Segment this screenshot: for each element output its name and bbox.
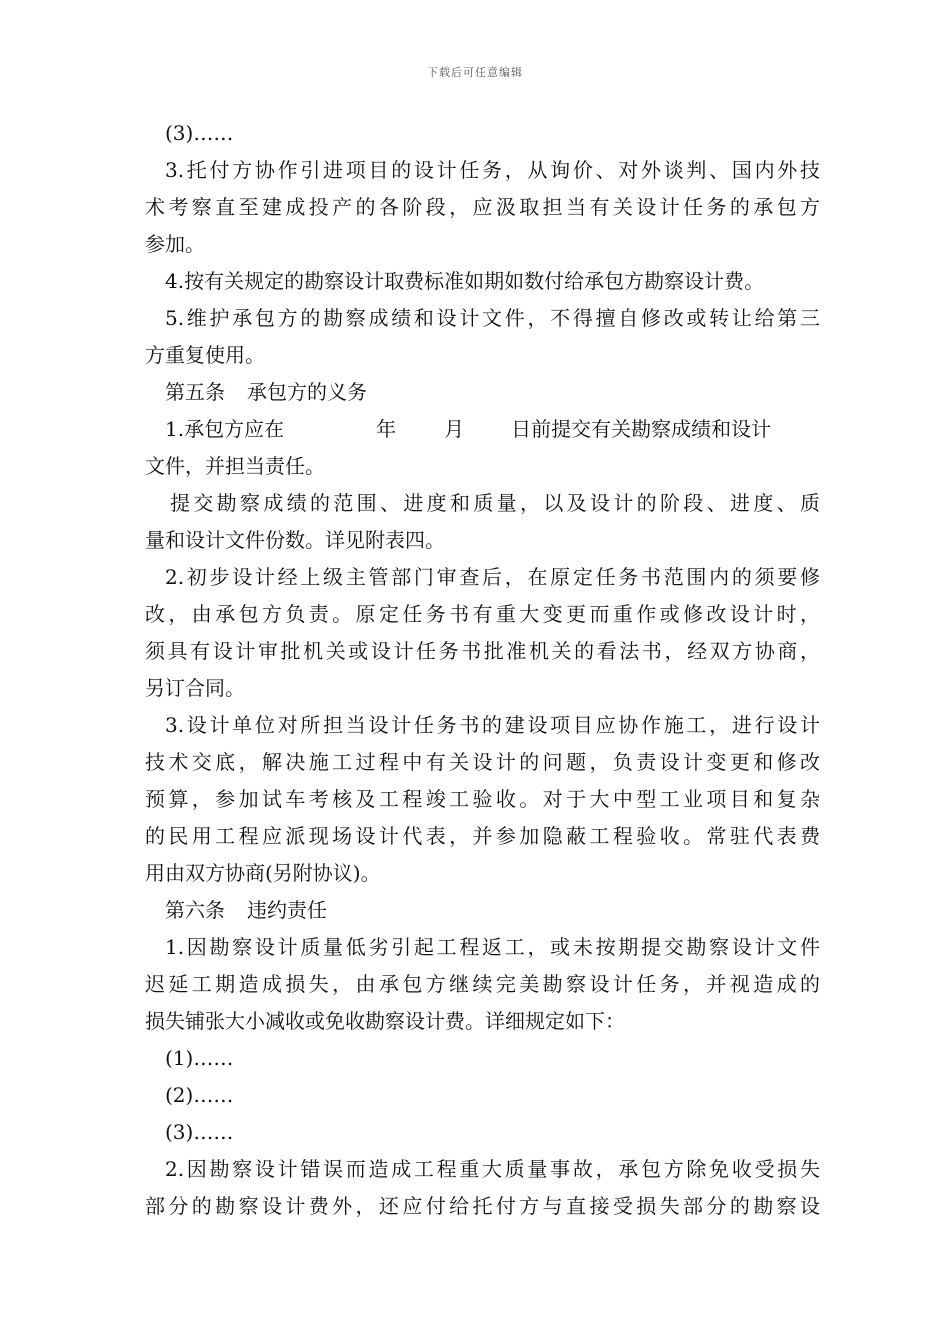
month-label: 月 — [444, 417, 465, 441]
paragraph-line: 预算，参加试车考核及工程竣工验收。对于大中型工业项目和复杂 — [145, 787, 820, 811]
article-title: 违约责任 — [247, 898, 327, 922]
article-heading-5 — [145, 374, 820, 411]
paragraph-line: 迟延工期造成损失，由承包方继续完美勘察设计任务，并视造成的 — [145, 972, 820, 996]
document-body — [145, 115, 820, 1225]
list-item-2: (2)…… — [165, 1083, 234, 1107]
article-title: 承包方的义务 — [247, 380, 367, 404]
paragraph-line: 损失铺张大小减收或免收勘察设计费。详细规定如下： — [145, 1009, 625, 1033]
paragraph-line: 文件，并担当责任。 — [145, 454, 325, 478]
paragraph-line: 方重复使用。 — [145, 343, 265, 367]
paragraph-line: 术考察直至建成投产的各阶段，应汲取担当有关设计任务的承包方 — [145, 195, 820, 219]
article-heading-6 — [145, 892, 820, 929]
list-item-1: (1)…… — [165, 1046, 234, 1070]
page-header: 下载后可任意编辑 — [427, 66, 523, 79]
article-number: 第五条 — [165, 380, 225, 404]
paragraph-line: 5.维护承包方的勘察成绩和设计文件，不得擅自修改或转让给第三 — [165, 306, 820, 330]
list-item-3: (3)…… — [165, 1120, 234, 1144]
clause-text: 1.承包方应在 — [165, 417, 285, 441]
paragraph-line: 4.按有关规定的勘察设计取费标准如期如数付给承包方勘察设计费。 — [165, 269, 765, 293]
day-clause-text: 日前提交有关勘察成绩和设计 — [511, 417, 772, 441]
list-item-3: (3)…… — [165, 121, 234, 145]
paragraph-line: 参加。 — [145, 232, 205, 256]
paragraph-line: 的民用工程应派现场设计代表，并参加隐蔽工程验收。常驻代表费 — [145, 824, 820, 848]
paragraph-line: 须具有设计审批机关或设计任务书批准机关的看法书，经双方协商， — [145, 639, 820, 663]
year-label: 年 — [376, 417, 397, 441]
paragraph-line: 3.托付方协作引进项目的设计任务，从询价、对外谈判、国内外技 — [165, 158, 820, 182]
paragraph-line: 改，由承包方负责。原定任务书有重大变更而重作或修改设计时， — [145, 602, 820, 626]
paragraph-line: 另订合同。 — [145, 676, 245, 700]
paragraph-line: 2.因勘察设计错误而造成工程重大质量事故，承包方除免收受损失 — [165, 1157, 820, 1181]
paragraph-line — [145, 411, 820, 448]
paragraph-line: 3.设计单位对所担当设计任务书的建设项目应协作施工，进行设计 — [165, 713, 820, 737]
paragraph-line: 提交勘察成绩的范围、进度和质量，以及设计的阶段、进度、质 — [170, 491, 820, 515]
paragraph-line: 1.因勘察设计质量低劣引起工程返工，或未按期提交勘察设计文件 — [165, 935, 820, 959]
paragraph-line: 2.初步设计经上级主管部门审查后，在原定任务书范围内的须要修 — [165, 565, 820, 589]
paragraph-line: 量和设计文件份数。详见附表四。 — [145, 528, 445, 552]
paragraph-line: 用由双方协商(另附协议)。 — [145, 861, 381, 885]
article-number: 第六条 — [165, 898, 225, 922]
paragraph-line: 技术交底，解决施工过程中有关设计的问题，负责设计变更和修改 — [145, 750, 820, 774]
paragraph-line: 部分的勘察设计费外，还应付给托付方与直接受损失部分的勘察设 — [145, 1194, 820, 1218]
